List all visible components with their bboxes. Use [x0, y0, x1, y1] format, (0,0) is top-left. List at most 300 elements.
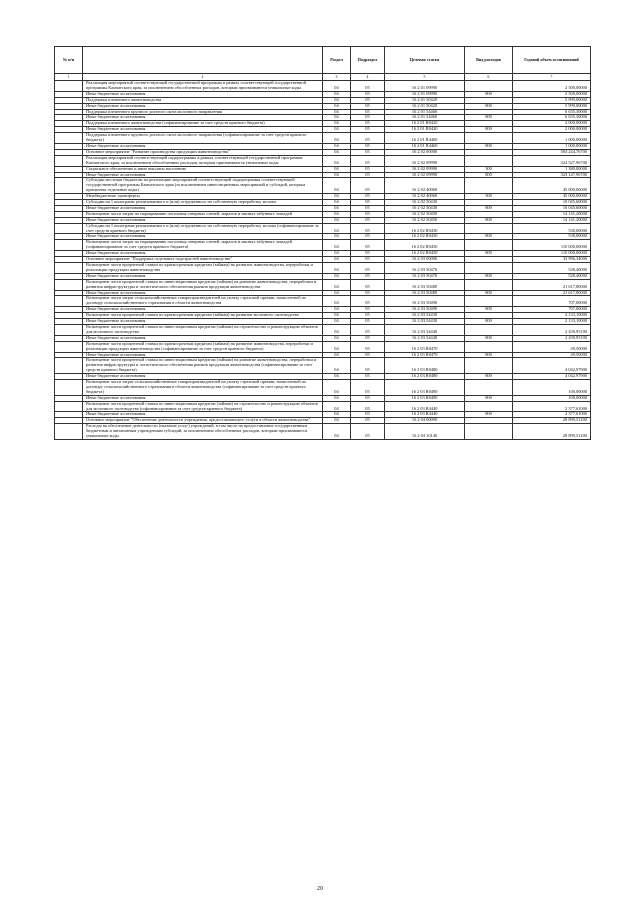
row-expense-type: 800	[465, 395, 513, 401]
header-section: Раздел	[323, 47, 351, 74]
row-section: 04	[323, 149, 351, 155]
row-target-article: 16 2 02 09990	[385, 172, 465, 178]
row-expense-type: 800	[465, 412, 513, 418]
row-expense-type: 800	[465, 335, 513, 341]
row-section: 04	[323, 133, 351, 144]
row-subsection: 05	[351, 279, 385, 290]
row-description: Возмещение части процентной ставки по краткосрочным кредитам (займам) на развитие молочного скотоводства	[83, 313, 323, 319]
row-amount: 100,00000	[513, 380, 591, 396]
row-section: 04	[323, 103, 351, 109]
row-expense-type	[465, 155, 513, 166]
row-target-article: 16 2 03 50480	[385, 279, 465, 290]
row-amount: 2 133,10000	[513, 313, 591, 319]
row-expense-type: 800	[465, 319, 513, 325]
row-subsection: 05	[351, 81, 385, 92]
row-amount: 2 133,10000	[513, 319, 591, 325]
row-description: Иные бюджетные ассигнования	[83, 273, 323, 279]
row-section: 04	[323, 121, 351, 127]
row-subsection: 05	[351, 97, 385, 103]
row-amount: 5 999,00000	[513, 97, 591, 103]
row-description: Иные бюджетные ассигнования	[83, 172, 323, 178]
row-subsection: 05	[351, 401, 385, 412]
row-amount: 707,00000	[513, 296, 591, 307]
row-subsection: 05	[351, 133, 385, 144]
row-expense-type	[465, 358, 513, 374]
row-amount: 2 000,00000	[513, 127, 591, 133]
header-amount: Годовой объем ассигнований	[513, 47, 591, 74]
row-target-article: 16 2 03 R0480	[385, 358, 465, 374]
row-description: Возмещение части процентной ставки по инвестиционным кредитам (займам) на строительство и реконструкцию объектов для молочного скотоводства (софинансирование за счет средств краевого бюджета)	[83, 401, 323, 412]
row-target-article: 16 2 01 R4460	[385, 143, 465, 149]
colnum-6: 6	[465, 74, 513, 81]
row-amount: 6 635,30000	[513, 115, 591, 121]
row-expense-type	[465, 240, 513, 251]
row-description: Возмещение части затрат сельскохозяйственных товаропроизводителей на уплату страховой премии, начисленной по договору сельскохозяйственного страхования в области животноводства	[83, 296, 323, 307]
table-row	[55, 81, 591, 92]
table-row	[55, 133, 591, 144]
row-section: 04	[323, 380, 351, 396]
row-amount: 6 635,30000	[513, 109, 591, 115]
row-subsection: 05	[351, 251, 385, 257]
row-section: 04	[323, 352, 351, 358]
table-body	[55, 81, 591, 440]
row-section: 04	[323, 313, 351, 319]
colnum-4: 4	[351, 74, 385, 81]
row-target-article: 16 2 03 R0490	[385, 395, 465, 401]
row-section: 04	[323, 251, 351, 257]
row-subsection: 05	[351, 178, 385, 194]
row-expense-type: 800	[465, 352, 513, 358]
row-amount: 2 000,00000	[513, 121, 591, 127]
row-description: Иные бюджетные ассигнования	[83, 217, 323, 223]
row-section: 04	[323, 91, 351, 97]
row-target-article: 16 2 03 50480	[385, 290, 465, 296]
row-section: 04	[323, 395, 351, 401]
row-expense-type: 800	[465, 273, 513, 279]
row-num	[55, 133, 83, 144]
row-subsection: 05	[351, 341, 385, 352]
row-expense-type: 800	[465, 103, 513, 109]
row-description: Иные бюджетные ассигнования	[83, 335, 323, 341]
row-expense-type: 800	[465, 115, 513, 121]
row-expense-type: 800	[465, 143, 513, 149]
row-amount: 1 380,00000	[513, 166, 591, 172]
row-subsection: 05	[351, 211, 385, 217]
row-section: 04	[323, 257, 351, 263]
row-description: Иные бюджетные ассигнования	[83, 205, 323, 211]
row-subsection: 05	[351, 194, 385, 200]
table-row	[55, 263, 591, 274]
table-row	[55, 380, 591, 396]
row-num	[55, 296, 83, 307]
colnum-1: 1	[55, 74, 83, 81]
row-section: 04	[323, 335, 351, 341]
row-section: 04	[323, 341, 351, 352]
row-subsection: 05	[351, 313, 385, 319]
row-description: Иные бюджетные ассигнования	[83, 91, 323, 97]
row-target-article: 16 2 02 R0430	[385, 234, 465, 240]
row-expense-type: 800	[465, 251, 513, 257]
row-target-article: 16 2 03 R0480	[385, 374, 465, 380]
row-expense-type	[465, 380, 513, 396]
row-description: Реализация мероприятий соответствующей подпрограммы в рамках соответствующей государственной программы Камчатского края, за исключением обособленных расходов, которым присваиваются уникальные коды	[83, 155, 323, 166]
row-section: 04	[323, 319, 351, 325]
row-subsection: 05	[351, 240, 385, 251]
header-desc	[83, 47, 323, 74]
table-row	[55, 296, 591, 307]
row-subsection: 05	[351, 223, 385, 234]
row-section: 04	[323, 424, 351, 440]
row-target-article: 16 2 03 R0470	[385, 341, 465, 352]
row-amount: 2 500,00000	[513, 81, 591, 92]
row-target-article: 16 2 03 50470	[385, 263, 465, 274]
row-section: 04	[323, 200, 351, 206]
row-section: 04	[323, 263, 351, 274]
row-target-article: 16 2 01 R4460	[385, 133, 465, 144]
row-section: 04	[323, 166, 351, 172]
row-description: Основное мероприятие "Развитие производства продукции животноводства"	[83, 149, 323, 155]
row-amount: 5 999,00000	[513, 103, 591, 109]
row-target-article: 16 2 02 50450	[385, 211, 465, 217]
document-page	[54, 46, 590, 440]
row-target-article: 16 2 02 00000	[385, 149, 465, 155]
row-amount: 504 244,76700	[513, 149, 591, 155]
row-description: Субсидии на 1 килограмм реализованного и (или) отгруженного на собственную переработку молока (софинансирование за счет средств краевого бюджета)	[83, 223, 323, 234]
row-section: 04	[323, 296, 351, 307]
row-section: 04	[323, 234, 351, 240]
row-target-article: 16 2 01 09990	[385, 91, 465, 97]
colnum-5: 5	[385, 74, 465, 81]
row-amount: 2 500,00000	[513, 91, 591, 97]
table-row	[55, 424, 591, 440]
row-description: Субсидии на 1 килограмм реализованного и (или) отгруженного на собственную переработку молока	[83, 200, 323, 206]
row-subsection: 05	[351, 155, 385, 166]
row-target-article: 16 2 01 50420	[385, 103, 465, 109]
row-subsection: 05	[351, 273, 385, 279]
row-num	[55, 178, 83, 194]
row-description: Иные бюджетные ассигнования	[83, 115, 323, 121]
row-section: 04	[323, 418, 351, 424]
row-num	[55, 401, 83, 412]
row-expense-type	[465, 324, 513, 335]
row-target-article: 16 2 02 40060	[385, 194, 465, 200]
row-section: 04	[323, 155, 351, 166]
table-row	[55, 240, 591, 251]
row-amount: 2 377,61000	[513, 401, 591, 412]
row-description: Возмещение части процентной ставки по краткосрочным кредитам (займам) на развитие животноводства, переработки и реализации продукции животноводства	[83, 263, 323, 274]
row-description: Субсидии местным бюджетам на реализацию мероприятий соответствующей подпрограммы соответствующей государственной программы Камчатского края (за исключением инвестиционных мероприятий и субсидий, которым присвоены отдельные коды)	[83, 178, 323, 194]
row-target-article: 16 2 03 54430	[385, 313, 465, 319]
row-description: Иные бюджетные ассигнования	[83, 319, 323, 325]
colnum-7: 7	[513, 74, 591, 81]
row-section: 04	[323, 358, 351, 374]
row-num	[55, 263, 83, 274]
row-amount: 21 617,80000	[513, 279, 591, 290]
row-section: 04	[323, 194, 351, 200]
row-section: 04	[323, 374, 351, 380]
row-description: Социальное обеспечение и иные выплаты населению	[83, 166, 323, 172]
row-subsection: 05	[351, 205, 385, 211]
row-description: Возмещение части процентной ставки по краткосрочным кредитам (займам) на развитие животноводства, переработки и реализации продукции животноводства (софинансирование за счет средств краевого бюджета)	[83, 341, 323, 352]
row-amount: 528,40000	[513, 273, 591, 279]
header-num: № п/п	[55, 47, 83, 74]
row-target-article: 16 2 03 54440	[385, 324, 465, 335]
table-row	[55, 358, 591, 374]
row-num	[55, 223, 83, 234]
row-description: Иные бюджетные ассигнования	[83, 374, 323, 380]
row-description: Основное мероприятие "Поддержка отдельных подотраслей животноводства"	[83, 257, 323, 263]
row-expense-type: 800	[465, 290, 513, 296]
row-section: 04	[323, 205, 351, 211]
row-target-article: 16 2 01 54460	[385, 115, 465, 121]
row-num	[55, 358, 83, 374]
row-amount: 2 439,95100	[513, 324, 591, 335]
row-num	[55, 324, 83, 335]
row-target-article: 16 2 04 00000	[385, 418, 465, 424]
row-section: 04	[323, 143, 351, 149]
row-num	[55, 81, 83, 92]
row-section: 04	[323, 97, 351, 103]
row-target-article: 16 2 03 50490	[385, 296, 465, 307]
row-amount: 323 147,96700	[513, 172, 591, 178]
row-subsection: 05	[351, 172, 385, 178]
row-subsection: 05	[351, 121, 385, 127]
row-target-article: 16 2 02 09990	[385, 155, 465, 166]
row-description: Иные бюджетные ассигнования	[83, 127, 323, 133]
table-row	[55, 401, 591, 412]
row-amount: 49,50000	[513, 341, 591, 352]
row-description: Поддержка племенного крупного рогатого скота молочного направления (софинансирование за счет средств краевого бюджета)	[83, 133, 323, 144]
row-amount: 707,00000	[513, 307, 591, 313]
row-num	[55, 240, 83, 251]
row-target-article: 16 2 02 R0450	[385, 251, 465, 257]
row-subsection: 05	[351, 352, 385, 358]
row-description: Возмещение части затрат сельскохозяйственных товаропроизводителей на уплату страховой премии, начисленной по договору сельскохозяйственного страхования в области животноводства (софинансирование за счет средств краевого бюджета)	[83, 380, 323, 396]
row-target-article: 16 2 03 50470	[385, 273, 465, 279]
row-target-article: 16 2 03 R0490	[385, 380, 465, 396]
row-description: Поддержка племенного животноводства	[83, 97, 323, 103]
row-subsection: 05	[351, 319, 385, 325]
page-number: 20	[317, 886, 323, 892]
row-amount: 33 996,34000	[513, 257, 591, 263]
row-expense-type: 800	[465, 307, 513, 313]
row-target-article: 16 2 01 09990	[385, 81, 465, 92]
row-description: Иные бюджетные ассигнования	[83, 143, 323, 149]
header-exptype: Вид расходов	[465, 47, 513, 74]
row-amount: 10 045,60000	[513, 205, 591, 211]
row-description: Иные бюджетные ассигнования	[83, 395, 323, 401]
row-section: 04	[323, 109, 351, 115]
row-expense-type: 800	[465, 234, 513, 240]
row-subsection: 05	[351, 290, 385, 296]
row-expense-type	[465, 424, 513, 440]
table-row	[55, 324, 591, 335]
row-target-article: 16 2 02 09990	[385, 166, 465, 172]
row-expense-type: 800	[465, 172, 513, 178]
row-num	[55, 341, 83, 352]
table-row	[55, 279, 591, 290]
row-subsection: 05	[351, 217, 385, 223]
row-subsection: 05	[351, 234, 385, 240]
row-expense-type: 800	[465, 91, 513, 97]
row-subsection: 05	[351, 335, 385, 341]
row-subsection: 05	[351, 200, 385, 206]
row-expense-type: 300	[465, 166, 513, 172]
row-expense-type	[465, 296, 513, 307]
row-amount: 1 000,00000	[513, 143, 591, 149]
header-row	[55, 47, 591, 74]
row-section: 04	[323, 307, 351, 313]
row-subsection: 05	[351, 103, 385, 109]
row-amount: 1 000,00000	[513, 133, 591, 144]
row-amount: 4 042,97900	[513, 374, 591, 380]
row-target-article: 16 2 03 R4440	[385, 401, 465, 412]
row-target-article: 16 2 04 10140	[385, 424, 465, 440]
row-amount: 10 045,60000	[513, 200, 591, 206]
budget-table	[54, 46, 591, 440]
row-target-article: 16 2 01 R0420	[385, 121, 465, 127]
row-section: 04	[323, 240, 351, 251]
row-section: 04	[323, 127, 351, 133]
row-num	[55, 279, 83, 290]
row-section: 04	[323, 273, 351, 279]
row-expense-type	[465, 263, 513, 274]
row-target-article: 16 2 02 50430	[385, 205, 465, 211]
row-target-article: 16 2 02 50450	[385, 217, 465, 223]
row-expense-type	[465, 279, 513, 290]
row-target-article: 16 2 02 R0450	[385, 240, 465, 251]
row-target-article: 16 2 02 50430	[385, 200, 465, 206]
row-subsection: 05	[351, 324, 385, 335]
row-expense-type: 800	[465, 374, 513, 380]
colnum-2: 2	[83, 74, 323, 81]
row-target-article: 16 2 03 54430	[385, 319, 465, 325]
row-section: 04	[323, 81, 351, 92]
row-description: Возмещение части затрат по наращиванию поголовья северных оленей, маралов и мясных табунных лошадей	[83, 211, 323, 217]
row-section: 04	[323, 290, 351, 296]
row-amount: 28 899,51200	[513, 424, 591, 440]
row-expense-type	[465, 81, 513, 92]
row-section: 04	[323, 172, 351, 178]
row-amount: 28 899,51200	[513, 418, 591, 424]
row-amount: 110 000,00000	[513, 251, 591, 257]
row-subsection: 05	[351, 257, 385, 263]
row-subsection: 05	[351, 412, 385, 418]
row-description: Поддержка племенного крупного рогатого скота молочного направления	[83, 109, 323, 115]
row-num	[55, 380, 83, 396]
row-target-article: 16 2 01 R0420	[385, 127, 465, 133]
row-expense-type: 800	[465, 127, 513, 133]
row-subsection: 05	[351, 149, 385, 155]
row-amount: 100,00000	[513, 395, 591, 401]
table-row	[55, 223, 591, 234]
row-subsection: 05	[351, 91, 385, 97]
row-expense-type	[465, 178, 513, 194]
row-expense-type	[465, 341, 513, 352]
row-subsection: 05	[351, 380, 385, 396]
row-description: Поддержка племенного животноводства (софинансирование за счет средств краевого бюджета)	[83, 121, 323, 127]
row-subsection: 05	[351, 127, 385, 133]
row-target-article: 16 2 03 R0470	[385, 352, 465, 358]
row-amount: 530,00000	[513, 234, 591, 240]
row-section: 04	[323, 412, 351, 418]
row-expense-type: 500	[465, 194, 513, 200]
row-amount: 14 141,20000	[513, 211, 591, 217]
row-description: Иные бюджетные ассигнования	[83, 103, 323, 109]
row-subsection: 05	[351, 296, 385, 307]
row-description: Расходы на обеспечение деятельности (оказание услуг) учреждений, в том числе на предоставление государственным бюджетным и автономным учреждениям субсидий, за исключением обособленных расходов, которым присваиваются уникальные коды	[83, 424, 323, 440]
row-subsection: 05	[351, 307, 385, 313]
row-section: 04	[323, 217, 351, 223]
header-target: Целевая статья	[385, 47, 465, 74]
row-expense-type: 800	[465, 205, 513, 211]
row-description: Межбюджетные трансферты	[83, 194, 323, 200]
row-description: Основное мероприятие "Обеспечение деятельности учреждения, предоставляющего услуги в области животноводства"	[83, 418, 323, 424]
row-description: Иные бюджетные ассигнования	[83, 307, 323, 313]
row-amount: 14 141,20000	[513, 217, 591, 223]
row-amount: 110 000,00000	[513, 240, 591, 251]
row-subsection: 05	[351, 418, 385, 424]
row-subsection: 05	[351, 115, 385, 121]
table-row	[55, 341, 591, 352]
row-target-article: 16 2 02 40060	[385, 178, 465, 194]
row-expense-type	[465, 133, 513, 144]
header-subsection: Подраздел	[351, 47, 385, 74]
row-target-article: 16 2 03 54440	[385, 335, 465, 341]
row-target-article: 16 2 02 R0430	[385, 223, 465, 234]
row-subsection: 05	[351, 263, 385, 274]
row-amount: 21 617,80000	[513, 290, 591, 296]
row-target-article: 16 2 01 54460	[385, 109, 465, 115]
row-description: Возмещение части процентной ставки по инвестиционным кредитам (займам) на развитие животноводства, переработки и развития инфраструктуры и логистического обеспечения рынков продукции животноводства (софинансирование за счет средств краевого бюджета)	[83, 358, 323, 374]
row-description: Реализация мероприятий соответствующей государственной программы в рамках соответствующей государственной программы Камчатского края, за исключением обособленных расходов, которым присваиваются уникальные коды	[83, 81, 323, 92]
column-number-row	[55, 74, 591, 81]
row-description: Возмещение части затрат по наращиванию поголовья северных оленей, маралов и мясных табунных лошадей (софинансирование за счет средств краевого бюджета)	[83, 240, 323, 251]
row-amount: 49,50000	[513, 352, 591, 358]
row-section: 04	[323, 324, 351, 335]
row-subsection: 05	[351, 109, 385, 115]
row-subsection: 05	[351, 166, 385, 172]
row-subsection: 05	[351, 424, 385, 440]
row-description: Иные бюджетные ассигнования	[83, 251, 323, 257]
table-row	[55, 178, 591, 194]
row-subsection: 05	[351, 395, 385, 401]
row-description: Иные бюджетные ассигнования	[83, 352, 323, 358]
row-amount: 324 527,96700	[513, 155, 591, 166]
row-subsection: 05	[351, 358, 385, 374]
row-target-article: 16 2 03 50490	[385, 307, 465, 313]
row-section: 04	[323, 211, 351, 217]
row-num	[55, 155, 83, 166]
row-num	[55, 424, 83, 440]
row-expense-type	[465, 401, 513, 412]
row-section: 04	[323, 401, 351, 412]
row-description: Иные бюджетные ассигнования	[83, 290, 323, 296]
row-expense-type	[465, 223, 513, 234]
row-amount: 4 042,97900	[513, 358, 591, 374]
row-expense-type: 800	[465, 217, 513, 223]
row-description: Возмещение части процентной ставки по инвестиционным кредитам (займам) на строительство и реконструкцию объектов для молочного скотоводства	[83, 324, 323, 335]
row-amount: 2 439,95100	[513, 335, 591, 341]
row-description: Иные бюджетные ассигнования	[83, 234, 323, 240]
row-target-article: 16 2 03 00000	[385, 257, 465, 263]
row-section: 04	[323, 279, 351, 290]
row-target-article: 16 2 03 R4440	[385, 412, 465, 418]
row-amount: 2 377,61000	[513, 412, 591, 418]
row-target-article: 16 2 01 50420	[385, 97, 465, 103]
table-row	[55, 155, 591, 166]
row-description: Возмещение части процентной ставки по инвестиционным кредитам (займам) на развитие животноводства, переработки и развития инфраструктуры и логистического обеспечения рынков продукции животноводства	[83, 279, 323, 290]
